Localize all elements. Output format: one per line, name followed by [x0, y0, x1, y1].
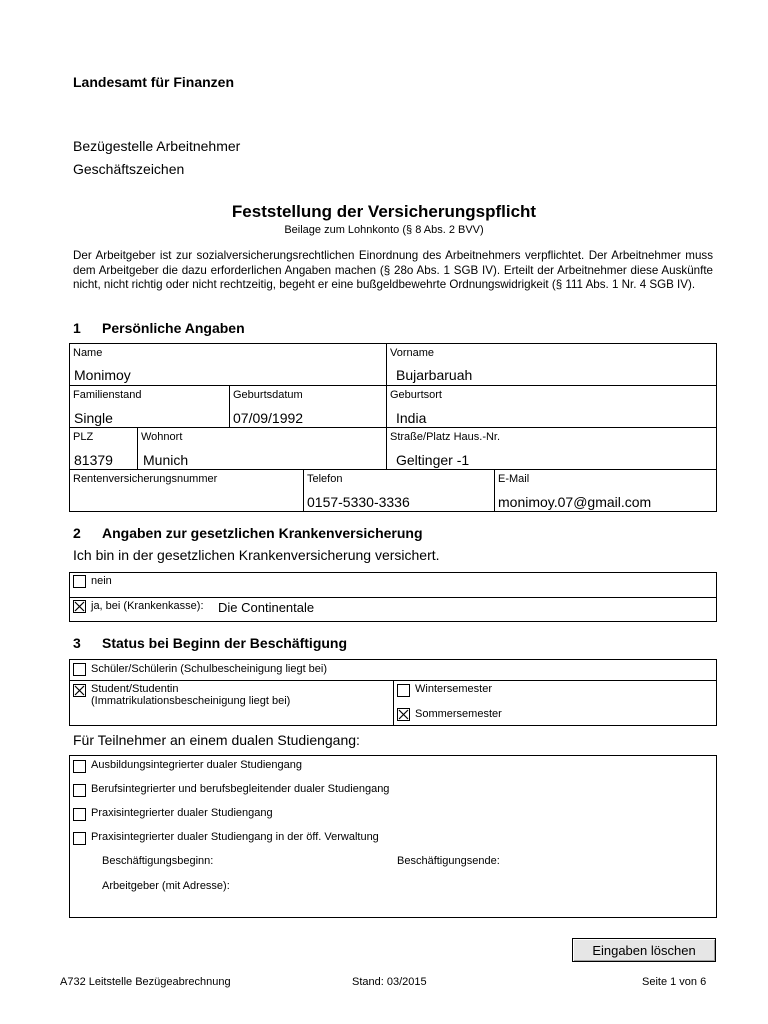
strasse-label: Straße/Platz Haus.-Nr.: [390, 431, 501, 443]
geburtsdatum-field[interactable]: 07/09/1992: [233, 410, 304, 426]
section-3-number: 3: [73, 635, 81, 651]
name-label: Name: [73, 347, 103, 359]
dual-option-1-label: Ausbildungsintegrierter dualer Studiengang: [91, 759, 302, 771]
insurance-statement: Ich bin in der gesetzlichen Krankenversicherung versichert.: [73, 547, 440, 563]
wintersemester-label: Wintersemester: [415, 683, 493, 695]
plz-field[interactable]: 81379: [74, 452, 113, 468]
schueler-checkbox[interactable]: [73, 663, 86, 676]
vorname-label: Vorname: [390, 347, 435, 359]
intro-paragraph: Der Arbeitgeber ist zur sozialversicherungsrechtlichen Einordnung des Arbeitnehmers verpflichtet. Der Arbeitnehmer muss dem Arbeitgeber die dazu erforderlichen Angaben machen (§ 28o Abs. 1 SGB IV). Erteilt der Arbeitnehmer diese Auskünfte nicht, nicht richtig oder nicht rechtzeitig, begeht er eine bußgeldbewehrte Ordnungswidrigkeit (§ 111 Abs. 1 Nr. 4 SGB IV).: [73, 249, 713, 291]
geburtsort-field[interactable]: India: [396, 410, 427, 426]
section-2-number: 2: [73, 525, 81, 541]
beschaeftigungsbeginn-label: Beschäftigungsbeginn:: [102, 855, 214, 867]
checkmark-x-icon: [74, 601, 85, 612]
page-subtitle: Beilage zum Lohnkonto (§ 8 Abs. 2 BVV): [284, 224, 484, 236]
familienstand-field[interactable]: Single: [74, 410, 113, 426]
dual-option-4-checkbox[interactable]: [73, 832, 86, 845]
footer-form-id: A732 Leitstelle Bezügeabrechnung: [60, 976, 231, 988]
nein-checkbox[interactable]: [73, 575, 86, 588]
rentenversicherungsnummer-label: Rentenversicherungsnummer: [73, 473, 218, 485]
section-2-title: Angaben zur gesetzlichen Krankenversicherung: [102, 525, 423, 541]
nein-label: nein: [91, 575, 112, 587]
geburtsort-label: Geburtsort: [390, 389, 442, 401]
authority-name: Landesamt für Finanzen: [73, 74, 235, 90]
dual-option-3-checkbox[interactable]: [73, 808, 86, 821]
dual-option-2-label: Berufsintegrierter und berufsbegleitender dualer Studiengang: [91, 783, 390, 795]
vorname-field[interactable]: Bujarbaruah: [396, 367, 473, 383]
sommersemester-checkbox[interactable]: [397, 708, 410, 721]
wintersemester-checkbox[interactable]: [397, 684, 410, 697]
student-sublabel: (Immatrikulationsbescheinigung liegt bei): [91, 695, 291, 707]
student-label: Student/Studentin: [91, 683, 179, 695]
telefon-field[interactable]: 0157-5330-3336: [307, 494, 410, 510]
section-3-title: Status bei Beginn der Beschäftigung: [102, 635, 348, 651]
name-field[interactable]: Monimoy: [74, 367, 131, 383]
reset-button[interactable]: Eingaben löschen: [572, 938, 716, 962]
dual-heading: Für Teilnehmer an einem dualen Studiengang:: [73, 732, 360, 748]
plz-label: PLZ: [73, 431, 94, 443]
office-line: Bezügestelle Arbeitnehmer: [73, 138, 241, 154]
strasse-field[interactable]: Geltinger -1: [396, 452, 470, 468]
dual-option-4-label: Praxisintegrierter dualer Studiengang in der öff. Verwaltung: [91, 831, 379, 843]
telefon-label: Telefon: [307, 473, 343, 485]
schueler-label: Schüler/Schülerin (Schulbescheinigung liegt bei): [91, 663, 328, 675]
footer-page: Seite 1 von 6: [642, 976, 707, 988]
sommersemester-label: Sommersemester: [415, 708, 502, 720]
ja-label: ja, bei (Krankenkasse):: [91, 600, 204, 612]
dual-option-1-checkbox[interactable]: [73, 760, 86, 773]
beschaeftigungsende-label: Beschäftigungsende:: [397, 855, 500, 867]
email-field[interactable]: monimoy.07@gmail.com: [498, 494, 652, 510]
geburtsdatum-label: Geburtsdatum: [233, 389, 303, 401]
section-1-number: 1: [73, 320, 81, 336]
krankenkasse-field[interactable]: Die Continentale: [218, 600, 315, 615]
checkmark-x-icon: [398, 709, 409, 720]
familienstand-label: Familienstand: [73, 389, 142, 401]
arbeitgeber-label: Arbeitgeber (mit Adresse):: [102, 880, 230, 892]
page-title: Feststellung der Versicherungspflicht: [231, 202, 537, 221]
wohnort-field[interactable]: Munich: [143, 452, 189, 468]
footer-stand: Stand: 03/2015: [352, 976, 427, 988]
wohnort-label: Wohnort: [141, 431, 183, 443]
section-1-title: Persönliche Angaben: [102, 320, 245, 336]
ja-checkbox[interactable]: [73, 600, 86, 613]
checkmark-x-icon: [74, 685, 85, 696]
reference-line: Geschäftszeichen: [73, 161, 185, 177]
dual-option-2-checkbox[interactable]: [73, 784, 86, 797]
student-checkbox[interactable]: [73, 684, 86, 697]
dual-option-3-label: Praxisintegrierter dualer Studiengang: [91, 807, 273, 819]
email-label: E-Mail: [498, 473, 530, 485]
